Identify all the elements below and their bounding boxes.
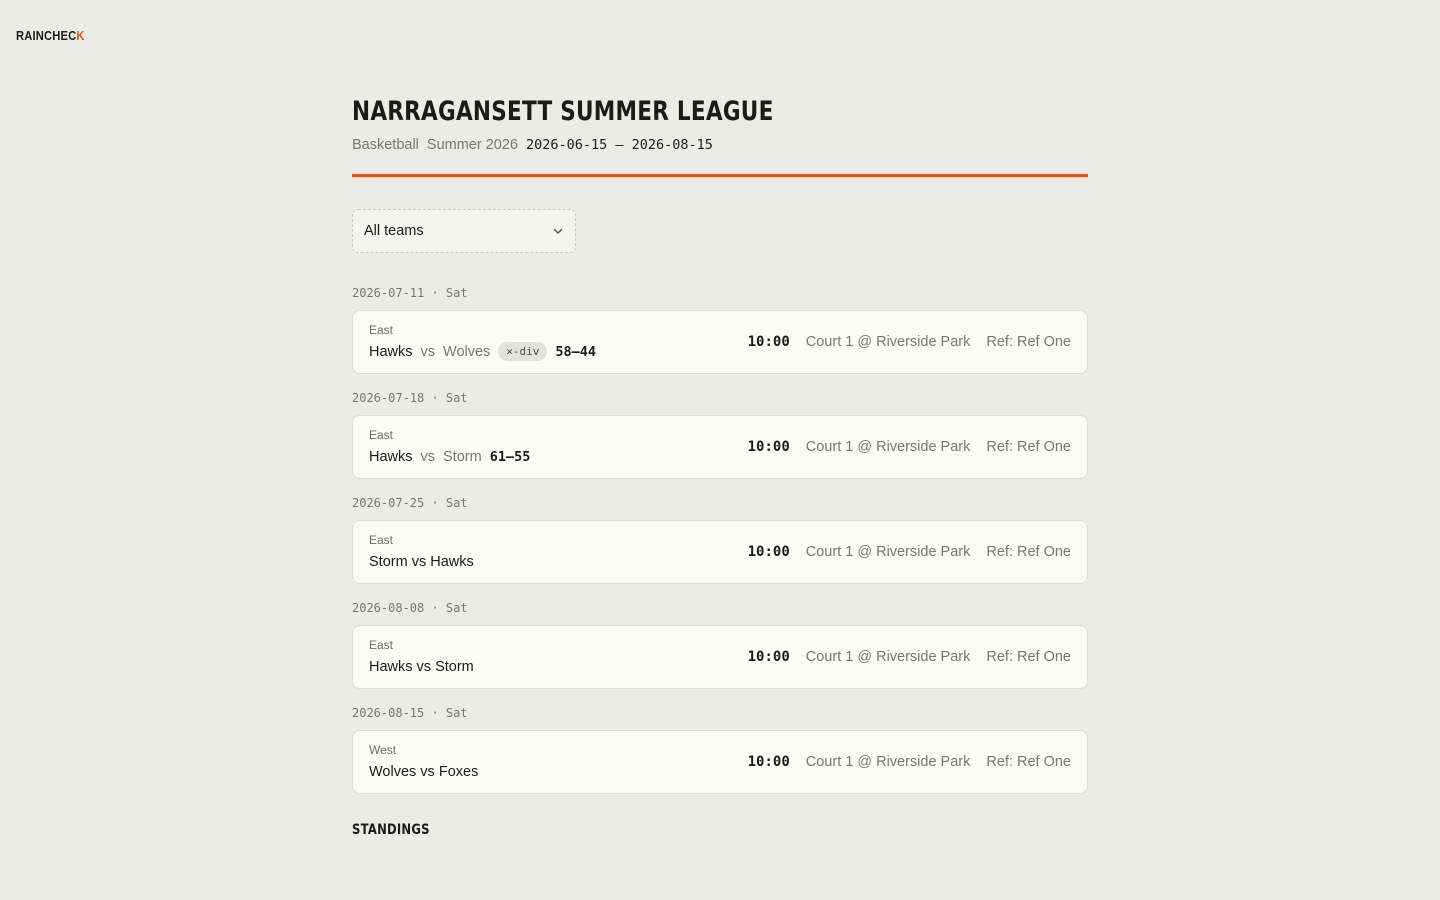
- away-team: Wolves: [443, 343, 491, 360]
- game-referee: Ref: Ref One: [986, 649, 1071, 665]
- game-time: 10:00: [747, 439, 790, 455]
- team-filter-select[interactable]: [352, 209, 576, 253]
- game-card[interactable]: [352, 730, 1088, 794]
- game-referee: Ref: Ref One: [986, 544, 1071, 560]
- game-venue: Court 1 @ Riverside Park: [805, 544, 971, 560]
- game-time: 10:00: [747, 754, 790, 770]
- game-score: 58–44: [555, 343, 597, 360]
- vs-label: vs: [420, 448, 436, 465]
- game-time: 10:00: [747, 649, 790, 665]
- game-card[interactable]: [352, 520, 1088, 584]
- game-matchup: Wolves vs Foxes: [369, 763, 479, 780]
- game-day: [352, 600, 1088, 689]
- home-team: Hawks: [369, 448, 413, 465]
- game-matchup: [369, 342, 596, 362]
- game-card[interactable]: [352, 415, 1088, 479]
- home-team: Hawks: [369, 343, 413, 360]
- brand-logo[interactable]: [16, 28, 85, 43]
- game-referee: Ref: Ref One: [986, 334, 1071, 350]
- game-matchup: [369, 447, 530, 467]
- game-date: 2026-07-25 · Sat: [352, 496, 468, 510]
- game-card[interactable]: [352, 310, 1088, 374]
- game-date: 2026-07-11 · Sat: [352, 286, 468, 300]
- game-venue: Court 1 @ Riverside Park: [805, 754, 971, 770]
- league-season: Summer 2026: [426, 137, 518, 153]
- game-date: 2026-07-18 · Sat: [352, 391, 468, 405]
- game-card[interactable]: [352, 625, 1088, 689]
- standings-heading: STANDINGS: [352, 822, 430, 838]
- game-day: [352, 495, 1088, 584]
- game-matchup: Hawks vs Storm: [369, 658, 474, 675]
- game-division: East: [369, 322, 394, 337]
- game-venue: Court 1 @ Riverside Park: [805, 439, 971, 455]
- game-referee: Ref: Ref One: [986, 754, 1071, 770]
- game-division: East: [369, 427, 394, 442]
- chevron-down-icon: [552, 225, 564, 237]
- game-venue: Court 1 @ Riverside Park: [805, 334, 971, 350]
- game-score: 61–55: [489, 448, 531, 465]
- vs-label: vs: [420, 343, 436, 360]
- game-time: 10:00: [747, 544, 790, 560]
- game-day: [352, 390, 1088, 479]
- game-matchup: Storm vs Hawks: [369, 553, 474, 570]
- league-page: [352, 96, 1088, 838]
- accent-divider: [352, 174, 1088, 177]
- game-division: West: [369, 742, 397, 757]
- game-day: [352, 285, 1088, 374]
- game-day: [352, 705, 1088, 794]
- game-division: East: [369, 637, 394, 652]
- game-date: 2026-08-15 · Sat: [352, 706, 468, 720]
- league-sport: Basketball: [352, 137, 419, 153]
- league-meta: [352, 137, 1088, 157]
- league-date-range: 2026-06-15 – 2026-08-15: [525, 137, 713, 153]
- page-title: NARRAGANSETT SUMMER LEAGUE: [352, 96, 774, 127]
- game-venue: Court 1 @ Riverside Park: [805, 649, 971, 665]
- brand-logo-prefix: RAINCHEC: [16, 28, 77, 43]
- away-team: Storm: [443, 448, 482, 465]
- game-list: [352, 285, 1088, 794]
- game-date: 2026-08-08 · Sat: [352, 601, 468, 615]
- game-time: 10:00: [747, 334, 790, 350]
- team-filter-value: All teams: [364, 223, 424, 239]
- brand-logo-accent: K: [76, 28, 85, 43]
- cross-division-badge: ×-div: [498, 342, 547, 361]
- game-referee: Ref: Ref One: [986, 439, 1071, 455]
- game-division: East: [369, 532, 394, 547]
